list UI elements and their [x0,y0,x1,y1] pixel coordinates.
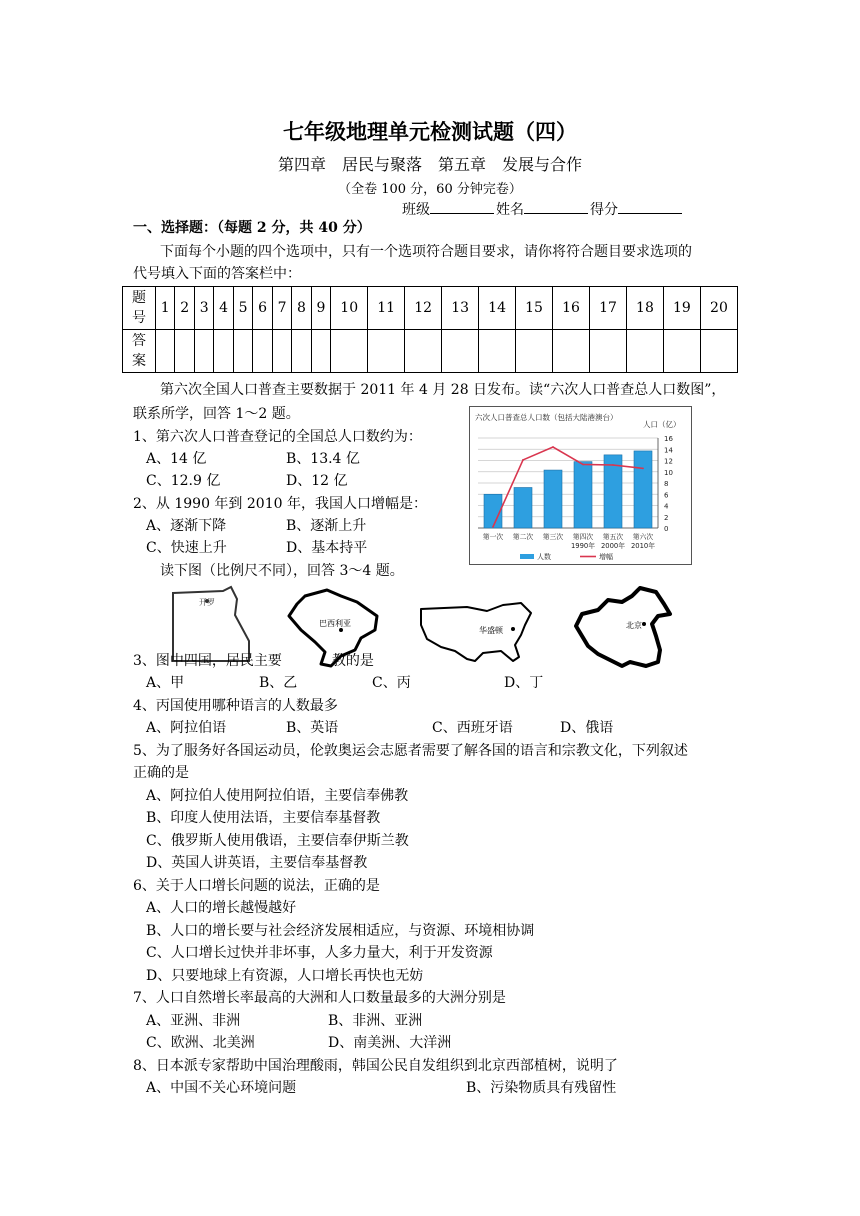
bar-population [574,462,592,528]
y-axis-label: 人口（亿） [643,420,681,429]
q2-option-a: A、逐渐下降 [146,518,227,534]
answer-cell[interactable] [553,330,590,373]
q-number-cell: 6 [253,287,272,330]
x-tick-label: 1990年 [570,542,596,550]
q4-stem: 4、丙国使用哪种语言的人数最多 [133,698,338,714]
q6-option-a: A、人口的增长越慢越好 [146,900,297,916]
q4-option-c: C、西班牙语 [432,720,513,736]
x-tick-label: 第六次 [632,533,654,541]
answer-cell[interactable] [272,330,291,373]
q2-stem: 2、从 1990 年到 2010 年，我国人口增幅是： [133,496,427,512]
q3-option-d: D、丁 [504,675,544,691]
q4-option-d: D、俄语 [560,720,614,736]
q-number-cell: 7 [272,287,291,330]
answer-cell[interactable] [233,330,252,373]
q-number-cell: 16 [553,287,590,330]
q-number-cell: 14 [479,287,516,330]
answer-cell[interactable] [442,330,479,373]
census-chart [469,406,692,565]
q-number-cell: 8 [292,287,311,330]
q7-option-a: A、亚洲、非洲 [146,1013,241,1029]
q-number-cell: 15 [516,287,553,330]
name-blank[interactable] [524,199,588,214]
answer-cell[interactable] [626,330,663,373]
y-tick-label: 12 [664,457,673,466]
point-growth [522,459,524,461]
q8-option-a: A、中国不关心环境问题 [146,1080,297,1096]
q3-option-a: A、甲 [146,675,185,691]
q8-stem: 8、日本派专家帮助中国治理酸雨，韩国公民自发组织到北京西部植树，说明了 [133,1058,618,1074]
point-growth [642,467,644,469]
q1-option-d: D、12 亿 [286,473,348,489]
page-title: 七年级地理单元检测试题（四） [283,120,577,144]
q4-option-b: B、英语 [286,720,339,736]
answer-cell[interactable] [663,330,700,373]
x-tick-label: 2010年 [630,542,656,550]
q2-option-d: D、基本持平 [286,540,368,556]
x-tick-label: 2000年 [600,542,626,550]
y-tick-label: 2 [664,513,669,522]
answer-cell[interactable] [156,330,175,373]
q-number-cell: 11 [368,287,405,330]
x-tick-label: 第四次 [572,533,594,541]
q-number-cell: 20 [700,287,737,330]
y-tick-label: 6 [664,491,669,500]
section1-heading: 一、选择题：（每题 2 分，共 40 分） [133,220,371,236]
answer-cell[interactable] [253,330,272,373]
q-number-cell: 1 [156,287,175,330]
y-tick-label: 14 [664,446,673,455]
answer-cell[interactable] [214,330,233,373]
instruction-line2: 代号填入下面的答案栏中： [133,266,301,282]
point-growth [552,446,554,448]
q3-option-b: B、乙 [259,675,298,691]
bar-population [514,488,532,529]
q7-option-c: C、欧洲、北美洲 [146,1035,255,1051]
bar-population [634,451,652,528]
page-subtitle: 第四章 居民与聚落 第五章 发展与合作 [277,155,582,174]
score-label: 得分 [590,202,618,218]
y-tick-label: 8 [664,480,669,488]
q-number-cell: 13 [442,287,479,330]
q-number-cell: 3 [194,287,213,330]
q-number-cell: 10 [331,287,368,330]
q1-stem: 1、第六次人口普查登记的全国总人口数约为： [133,429,422,445]
score-blank[interactable] [618,199,682,214]
q8-option-b: B、污染物质具有残留性 [466,1080,617,1096]
census-chart-svg [470,407,691,564]
answer-table-answer-row [123,330,738,373]
answer-cell[interactable] [292,330,311,373]
q6-option-b: B、人口的增长要与社会经济发展相适应，与资源、环境相协调 [146,923,535,939]
point-growth [582,464,584,466]
q1-option-b: B、13.4 亿 [286,451,360,467]
y-tick-label: 10 [664,468,673,477]
q6-stem: 6、关于人口增长问题的说法，正确的是 [133,878,380,894]
point-growth [612,464,614,466]
usa-map [417,599,537,671]
legend-label-growth: 增幅 [599,553,613,561]
x-tick-label: 第一次 [482,533,504,541]
answer-cell[interactable] [331,330,368,373]
y-tick-label: 0 [664,525,669,533]
q3-stem: 3、图中四国，居民主要 教的是 [133,653,374,669]
q5-option-c: C、俄罗斯人使用俄语，主要信奉伊斯兰教 [146,833,409,849]
map-intro: 读下图（比例尺不同），回答 3～4 题。 [160,563,404,579]
q3-option-c: C、丙 [372,675,411,691]
q7-stem: 7、人口自然增长率最高的大洲和人口数量最多的大洲分别是 [133,990,506,1006]
student-info-fields [402,199,684,219]
q-number-cell: 12 [405,287,442,330]
q5-option-d: D、英国人讲英语，主要信奉基督教 [146,855,368,871]
census-intro-line1: 第六次全国人口普查主要数据于 2011 年 4 月 28 日发布。读“六次人口普查总人口数图”， [160,382,726,398]
q5-option-b: B、印度人使用法语，主要信奉基督教 [146,810,381,826]
number-row-label: 题 号 [123,287,156,330]
q7-option-d: D、南美洲、大洋洲 [328,1035,452,1051]
q-number-cell: 17 [590,287,627,330]
x-tick-label: 第三次 [542,533,564,541]
answer-table-number-row [123,287,738,330]
point-growth [492,526,494,528]
q-number-cell: 19 [663,287,700,330]
name-label: 姓名 [496,202,524,218]
china-map [570,584,674,672]
q2-option-b: B、逐渐上升 [286,518,367,534]
q-number-cell: 4 [214,287,233,330]
exam-note: （全卷 100 分，60 分钟完卷） [338,182,522,197]
answer-table [122,286,738,373]
answer-cell[interactable] [194,330,213,373]
instruction-line1: 下面每个小题的四个选项中，只有一个选项符合题目要求，请你将符合题目要求选项的 [160,244,692,260]
q2-option-c: C、快速上升 [146,540,227,556]
answer-cell[interactable] [405,330,442,373]
q6-option-c: C、人口增长过快并非坏事，人多力量大，利于开发资源 [146,945,493,961]
y-tick-label: 4 [664,502,669,511]
answer-cell[interactable] [590,330,627,373]
q6-option-d: D、只要地球上有资源，人口增长再快也无妨 [146,968,424,984]
class-blank[interactable] [430,199,494,214]
answer-row-label: 答 案 [123,330,156,373]
answer-cell[interactable] [311,330,330,373]
legend-label-population: 人数 [537,553,551,561]
brazil-city-label: 巴西利亚 [319,619,351,628]
q5-stem-line2: 正确的是 [133,765,189,781]
q4-option-a: A、阿拉伯语 [146,720,227,736]
x-tick-label: 第二次 [512,533,534,541]
q1-option-c: C、12.9 亿 [146,473,221,489]
census-intro-line2: 联系所学，回答 1～2 题。 [133,406,300,422]
x-tick-label: 第五次 [602,533,624,541]
q5-option-a: A、阿拉伯人使用阿拉伯语，主要信奉佛教 [146,788,409,804]
chart-title: 六次人口普查总人口数（包括大陆港澳台） [475,413,618,422]
q-number-cell: 5 [233,287,252,330]
answer-cell[interactable] [368,330,405,373]
legend-swatch-population [520,554,534,559]
answer-cell[interactable] [700,330,737,373]
answer-cell[interactable] [175,330,194,373]
q5-stem-line1: 5、为了服务好各国运动员，伦敦奥运会志愿者需要了解各国的语言和宗教文化，下列叙述 [133,743,688,759]
answer-cell[interactable] [479,330,516,373]
bar-population [544,470,562,528]
usa-city-label: 华盛顿 [479,626,503,635]
q-number-cell: 9 [311,287,330,330]
china-city-label: 北京 [626,621,642,630]
y-tick-label: 16 [664,435,673,443]
egypt-city-label: 开罗 [199,598,215,607]
q7-option-b: B、非洲、亚洲 [328,1013,423,1029]
answer-cell[interactable] [516,330,553,373]
class-label: 班级 [402,202,430,218]
q1-option-a: A、14 亿 [146,451,207,467]
q-number-cell: 2 [175,287,194,330]
q-number-cell: 18 [626,287,663,330]
